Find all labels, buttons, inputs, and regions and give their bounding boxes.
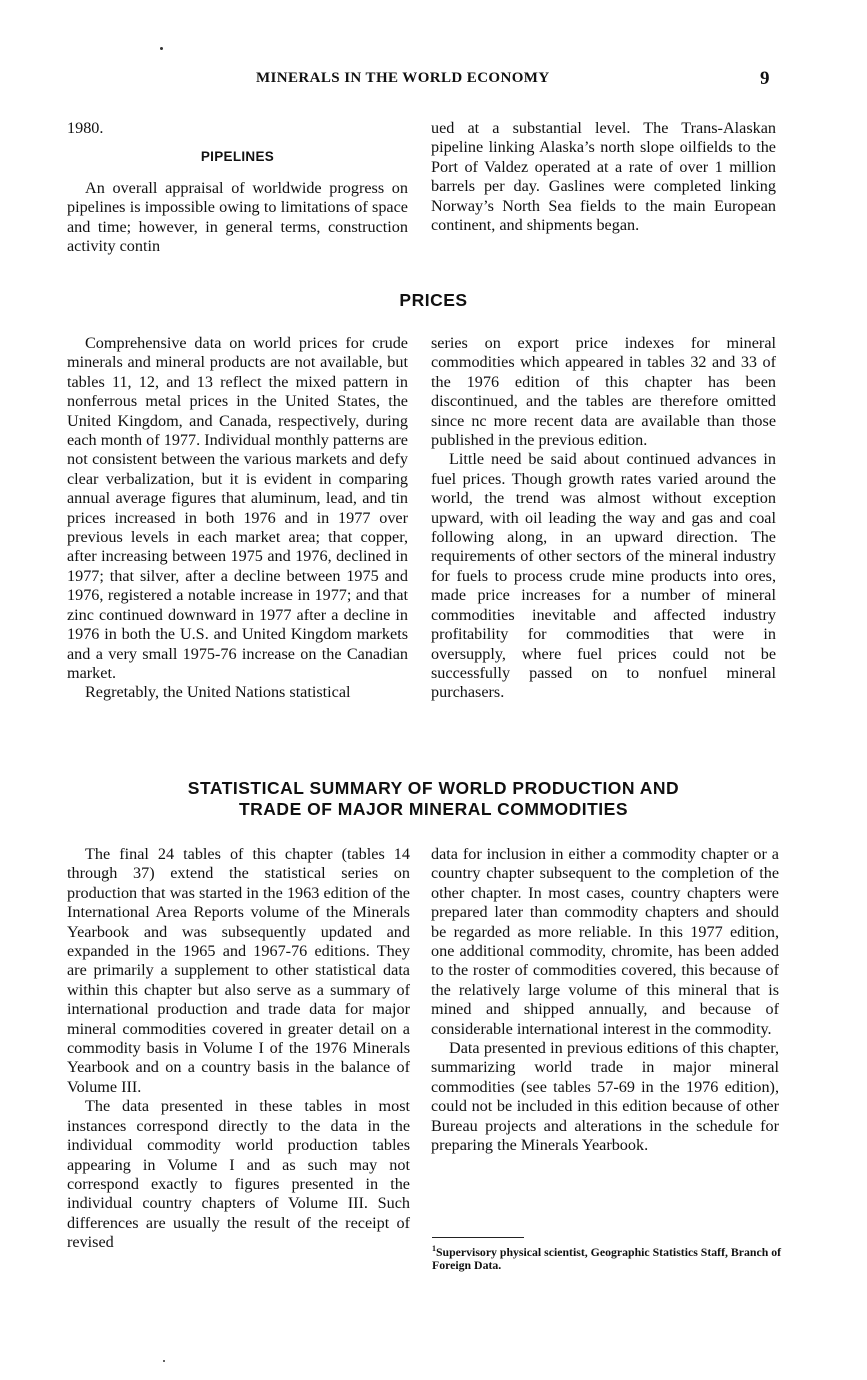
running-head: MINERALS IN THE WORLD ECONOMY xyxy=(256,70,550,86)
prices-paragraph: Little need be said about continued advances in fuel prices. Though growth rates varied around the world, the trend was almost without exception upward, with oil leading the way and gas and coal following along, in an upward direction. The requirements of other sectors of the mineral industry for fuels to process crude mine products into ores, made price increases for a number of mineral commodities inevitable and affected industry profitability for commodities that were in oversupply, where fuel prices could not be successfully passed on to nonfuel mineral purchasers. xyxy=(431,450,776,702)
footnote-rule xyxy=(432,1237,524,1238)
summary-heading xyxy=(0,778,867,820)
summary-paragraph: The final 24 tables of this chapter (tables 14 through 37) extend the statistical series on production that was started in the 1963 edition of the International Area Reports volume of the Minerals Yearbook and was subsequently updated and expanded in the 1965 and 1967-76 editions. They are primarily a supplement to other statistical data within this chapter but also serve as a summary of international production and trade data for major mineral commodities covered in greater detail on a commodity basis in Volume I of the 1976 Minerals Yearbook and on a country basis in the balance of Volume III. xyxy=(67,845,410,1096)
prices-right-column xyxy=(431,334,776,703)
summary-paragraph-continued: data for inclusion in either a commodity chapter or a country chapter subsequent to the completion of the other chapter. In most cases, country chapters were prepared later than commodity chapters and should be regarded as more reliable. In this 1977 edition, one additional commodity, chromite, has been added to the roster of commodities covered, this because of the relatively large volume of this mineral that is mined and shipped annually, and because of considerable international interest in the commodity. xyxy=(431,845,779,1038)
footnote xyxy=(432,1242,784,1272)
prices-paragraph: Regretably, the United Nations statistical xyxy=(85,683,351,702)
scan-speck xyxy=(163,1360,165,1362)
prices-paragraph-continued: series on export price indexes for mineral commodities which appeared in tables 32 and 33 of the 1976 edition of this chapter has been discontinued, and the tables are therefore omitted since nc more recent data are available than those published in the previous edition. xyxy=(431,334,776,450)
pipelines-paragraph: An overall appraisal of worldwide progress on pipelines is impossible owing to limitations of space and time; however, in general terms, construction activity contin xyxy=(67,178,408,256)
summary-paragraph: The data presented in these tables in most instances correspond directly to the data in the individual commodity world production tables appearing in Volume I and as such may not correspond exactly to figures presented in the individual country chapters of Volume III. Such differences are usually the result of the receipt of revised xyxy=(67,1097,410,1252)
page-number: 9 xyxy=(760,68,770,89)
footnote-marker: 1 xyxy=(432,1244,436,1253)
pipelines-heading: PIPELINES xyxy=(200,149,275,165)
summary-heading-line-1: STATISTICAL SUMMARY OF WORLD PRODUCTION AND xyxy=(187,778,680,798)
prices-paragraph: Comprehensive data on world prices for crude minerals and mineral products are not available, but tables 11, 12, and 13 reflect the mixed pattern in nonferrous metal prices in the United States, the United Kingdom, and Canada, respectively, during each month of 1977. Individual monthly patterns are not consistent between the various markets and defy clear verbalization, but it is evident in comparing annual average figures that aluminum, lead, and tin prices increased in both 1976 and in 1977 over previous levels in each market area; that copper, after increasing between 1975 and 1976, declined in 1977; that silver, after a decline between 1975 and 1976, registered a notable increase in 1977; and that zinc continued downward in 1977 after a decline in 1976 in both the U.S. and United Kingdom markets and a very small 1975-76 increase on the Canadian market. xyxy=(67,334,408,682)
carry-over-text: 1980. xyxy=(67,119,104,137)
footnote-text: Supervisory physical scientist, Geographic Statistics Staff, Branch of Foreign Data. xyxy=(432,1244,782,1272)
summary-paragraph: Data presented in previous editions of this chapter, summarizing world trade in major mineral commodities (see tables 57-69 in the 1976 edition), could not be included in this edition because of other Bureau projects and alterations in the schedule for preparing the Minerals Yearbook. xyxy=(431,1039,779,1155)
prices-left-column xyxy=(67,334,408,703)
scan-speck xyxy=(160,47,163,50)
summary-left-column xyxy=(67,845,410,1253)
pipelines-right-column xyxy=(431,119,776,235)
summary-heading-line-2: TRADE OF MAJOR MINERAL COMMODITIES xyxy=(238,799,629,819)
prices-heading: PRICES xyxy=(399,290,468,310)
summary-right-column xyxy=(431,845,779,1156)
pipelines-left-column xyxy=(67,119,408,256)
pipelines-paragraph-continued: ued at a substantial level. The Trans-Alaskan pipeline linking Alaska’s north slope oilfields to the Port of Valdez operated at a rate of over 1 million barrels per day. Gaslines were completed linking Norway’s North Sea fields to the main European continent, and shipments began. xyxy=(431,119,776,235)
